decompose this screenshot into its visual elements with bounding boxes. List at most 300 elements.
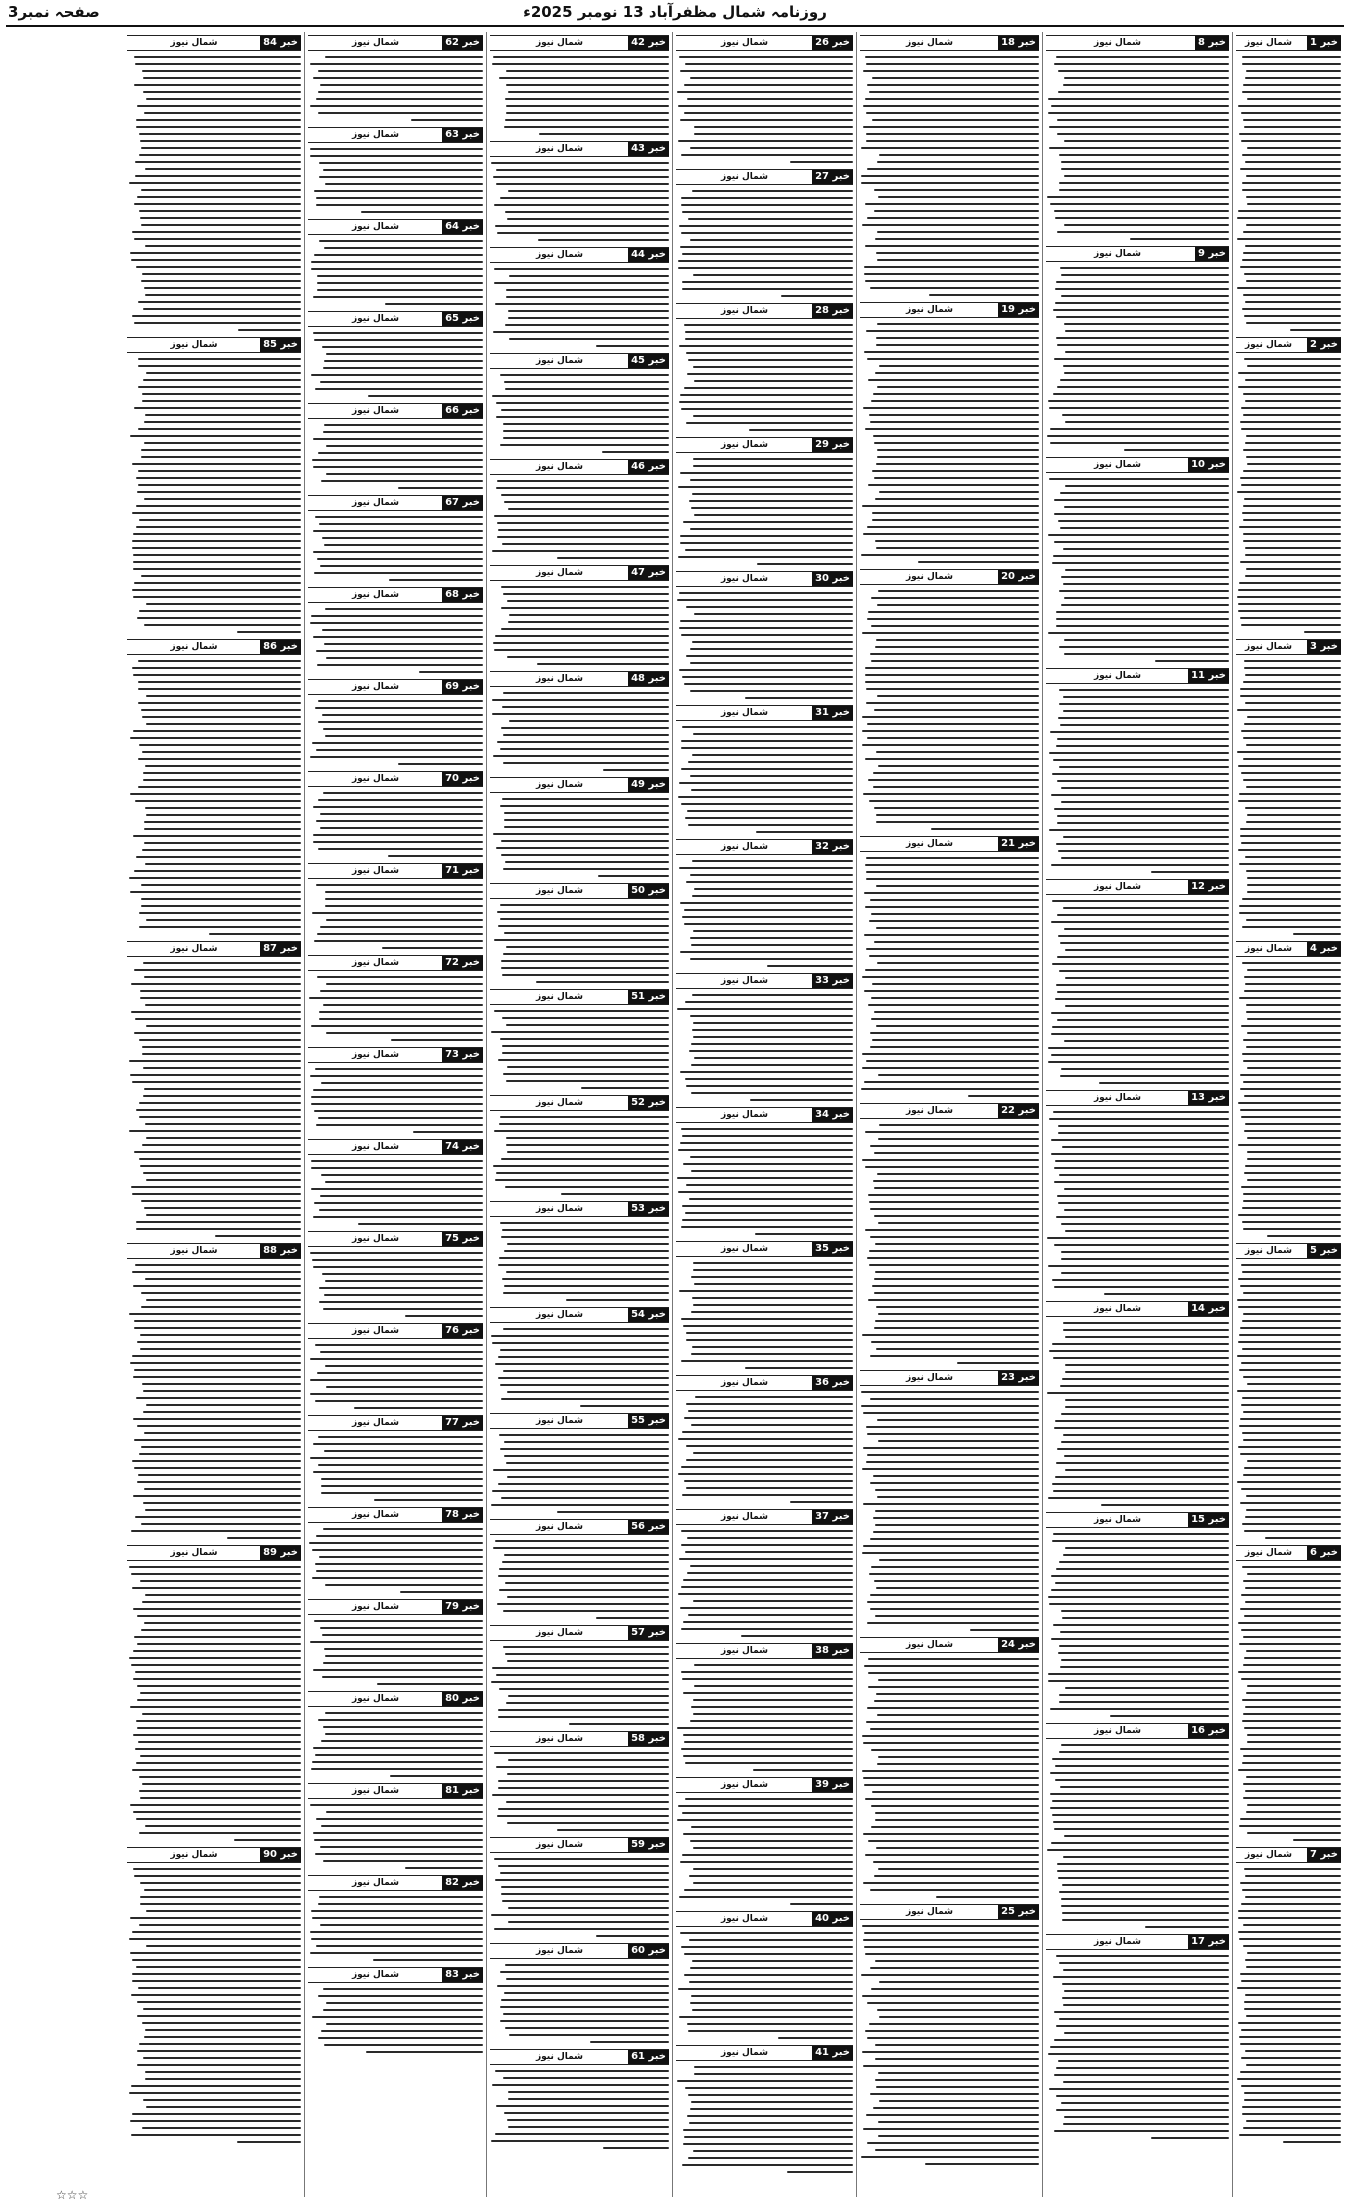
text-line (507, 1151, 669, 1153)
text-line (1246, 786, 1341, 788)
text-line (679, 1558, 853, 1560)
text-line (1058, 850, 1229, 852)
text-line (681, 1226, 853, 1228)
news-item-number: خبر 49 (628, 778, 669, 792)
text-line (1244, 976, 1341, 978)
news-item (308, 403, 483, 492)
text-line (872, 1285, 1039, 1287)
text-line (1059, 1174, 1229, 1176)
text-line (491, 1335, 669, 1337)
text-line (500, 1222, 669, 1224)
text-line (778, 2037, 853, 2039)
text-line (492, 395, 669, 397)
text-line (861, 1974, 1039, 1976)
text-line (139, 210, 301, 212)
text-line (870, 1032, 1039, 1034)
text-line (144, 1889, 301, 1891)
text-line (500, 1349, 669, 1351)
text-line (507, 1391, 669, 1393)
text-line (323, 1988, 483, 1990)
news-item-header (490, 459, 669, 475)
text-line (1242, 898, 1341, 900)
news-item-number: خبر 62 (442, 36, 483, 50)
news-item-body (490, 2068, 669, 2152)
text-line (1243, 1924, 1341, 1926)
text-line (867, 1601, 1039, 1603)
text-line (314, 1620, 483, 1622)
text-line (1241, 428, 1341, 430)
text-line (679, 225, 853, 227)
news-item-body (1046, 898, 1229, 1087)
text-line (1054, 808, 1229, 810)
text-line (508, 1695, 669, 1697)
text-line (1242, 1889, 1341, 1891)
text-line (868, 1658, 1039, 1660)
text-line (863, 70, 1039, 72)
text-line (134, 1151, 301, 1153)
news-item-header (490, 1837, 669, 1853)
text-line (311, 374, 483, 376)
news-item (490, 1201, 669, 1304)
text-line (502, 974, 669, 976)
text-line (136, 505, 301, 507)
text-line (503, 1328, 669, 1330)
text-line (313, 1669, 483, 1671)
news-item-header (1046, 1723, 1229, 1739)
news-item-body (308, 1250, 483, 1320)
news-item-body (860, 855, 1039, 1100)
news-item-number: خبر 51 (628, 990, 669, 1004)
text-line (680, 620, 853, 622)
text-line (1240, 695, 1341, 697)
text-line (677, 599, 853, 601)
text-line (1243, 393, 1341, 395)
news-item-header (676, 1241, 853, 1257)
text-line (132, 2113, 301, 2115)
text-line (749, 429, 853, 431)
text-line (495, 635, 669, 637)
news-item-body (127, 658, 301, 938)
text-line (861, 2156, 1039, 2158)
news-item-header (308, 1047, 483, 1063)
text-line (391, 1039, 483, 1041)
text-line (1243, 681, 1341, 683)
text-line (1051, 1033, 1229, 1035)
news-item (676, 169, 853, 300)
news-item-source: شمال نیوز (905, 1373, 954, 1383)
text-line (132, 463, 301, 465)
text-line (1246, 919, 1341, 921)
text-line (1241, 1116, 1341, 1118)
text-line (494, 1928, 669, 1930)
text-line (931, 828, 1039, 830)
news-item-number: خبر 18 (998, 36, 1039, 50)
text-line (678, 1191, 853, 1193)
text-line (1145, 1926, 1229, 1928)
text-line (1064, 224, 1229, 226)
news-item-source: شمال نیوز (351, 590, 400, 600)
news-item-source: شمال نیوز (1244, 1246, 1293, 1256)
text-line (1244, 1530, 1341, 1532)
news-item (1046, 1090, 1229, 1298)
text-line (319, 1011, 483, 1013)
text-line (1238, 1144, 1341, 1146)
text-line (130, 891, 301, 893)
news-item-number: خبر 47 (628, 566, 669, 580)
text-line (875, 372, 1039, 374)
text-line (1244, 990, 1341, 992)
news-item-number: خبر 34 (812, 1108, 853, 1122)
text-line (680, 1142, 853, 1144)
text-line (691, 1064, 853, 1066)
text-line (136, 477, 301, 479)
news-item-body (860, 1923, 1039, 2168)
text-line (143, 2057, 301, 2059)
text-line (689, 2122, 853, 2124)
text-line (1058, 1652, 1229, 1654)
text-line (1061, 1251, 1229, 1253)
news-item (308, 1599, 483, 1688)
news-item-number: خبر 80 (442, 1692, 483, 1706)
text-line (133, 1376, 301, 1378)
text-line (133, 596, 301, 598)
text-line (315, 1344, 483, 1346)
news-item-source: شمال نیوز (351, 1510, 400, 1520)
news-item-number: خبر 21 (998, 837, 1039, 851)
news-item (127, 639, 301, 938)
masthead-title: روزنامہ شمال مظفرآباد 13 نومبر 2025ء (523, 3, 827, 21)
text-line (680, 902, 853, 904)
text-line (1243, 470, 1341, 472)
news-item (490, 671, 669, 774)
text-line (1047, 1237, 1229, 1239)
text-line (876, 885, 1039, 887)
text-line (1238, 1102, 1341, 1104)
text-line (131, 1664, 301, 1666)
text-line (145, 1123, 301, 1125)
text-line (311, 615, 483, 617)
text-line (398, 487, 483, 489)
text-line (135, 175, 301, 177)
text-line (690, 874, 853, 876)
text-line (1245, 554, 1341, 556)
text-line (929, 294, 1039, 296)
text-line (1237, 217, 1341, 219)
text-line (1058, 1125, 1229, 1127)
text-line (1238, 800, 1341, 802)
news-item-number: خبر 72 (442, 956, 483, 970)
news-item-source: شمال نیوز (170, 944, 218, 954)
text-line (693, 1699, 853, 1701)
text-line (694, 1283, 853, 1285)
text-line (1242, 926, 1341, 928)
text-line (497, 911, 669, 913)
text-line (505, 1186, 669, 1188)
text-line (500, 2006, 669, 2008)
news-item (490, 1731, 669, 1834)
text-line (133, 674, 301, 676)
text-line (862, 505, 1039, 507)
text-line (142, 2127, 301, 2129)
news-item-number: خبر 16 (1188, 1724, 1229, 1738)
text-line (691, 1995, 853, 1997)
news-item-body (1046, 687, 1229, 876)
text-line (143, 962, 301, 964)
text-line (1240, 835, 1341, 837)
text-line (874, 1875, 1039, 1877)
text-line (1061, 1905, 1229, 1907)
text-line (1241, 624, 1341, 626)
text-line (146, 814, 301, 816)
news-item-header (676, 35, 853, 51)
text-line (1247, 463, 1341, 465)
text-line (317, 664, 483, 666)
text-line (137, 105, 301, 107)
text-line (1243, 449, 1341, 451)
text-line (325, 1584, 483, 1586)
text-line (140, 990, 301, 992)
text-line (1063, 1329, 1229, 1331)
news-item-body (490, 902, 669, 986)
news-item-body (676, 724, 853, 836)
text-line (313, 77, 483, 79)
text-line (1049, 478, 1229, 480)
text-line (1242, 308, 1341, 310)
text-line (690, 77, 853, 79)
news-item-source: شمال نیوز (720, 306, 769, 316)
text-line (1243, 252, 1341, 254)
news-item (676, 2045, 853, 2176)
text-line (325, 1365, 483, 1367)
text-line (321, 1485, 483, 1487)
text-line (495, 1879, 669, 1881)
text-line (136, 856, 301, 858)
text-line (1060, 1385, 1229, 1387)
news-item-header (127, 941, 301, 957)
text-line (1065, 1371, 1229, 1373)
text-line (875, 1960, 1039, 1962)
news-item-source: شمال نیوز (535, 2052, 584, 2062)
text-line (679, 627, 853, 629)
news-item-number: خبر 29 (812, 438, 853, 452)
text-line (132, 1355, 301, 1357)
text-line (877, 1419, 1039, 1421)
news-item-header (308, 1691, 483, 1707)
text-line (313, 1471, 483, 1473)
text-line (1245, 1959, 1341, 1961)
text-line (682, 1854, 853, 1856)
text-line (146, 1910, 301, 1912)
text-line (139, 1039, 301, 1041)
text-line (324, 424, 483, 426)
text-line (689, 1198, 853, 1200)
text-line (879, 2016, 1039, 2018)
text-line (315, 1853, 483, 1855)
text-line (870, 1046, 1039, 1048)
news-item-source: شمال نیوز (170, 1850, 218, 1860)
news-item-header (676, 1643, 853, 1659)
text-line (314, 190, 483, 192)
text-line (1054, 2039, 1229, 2041)
news-item-header (490, 1201, 669, 1217)
news-item-number: خبر 59 (628, 1838, 669, 1852)
text-line (863, 2128, 1039, 2130)
news-item (490, 247, 669, 350)
news-item-body (676, 858, 853, 970)
text-line (1293, 1839, 1341, 1841)
text-line (143, 772, 301, 774)
text-line (492, 63, 669, 65)
text-line (681, 634, 853, 636)
text-line (324, 544, 483, 546)
text-line (133, 730, 301, 732)
text-line (499, 1434, 669, 1436)
text-line (692, 1029, 853, 1031)
text-line (1054, 358, 1229, 360)
text-line (138, 1474, 301, 1476)
text-line (317, 289, 483, 291)
text-line (693, 1847, 853, 1849)
text-line (688, 1410, 853, 1412)
text-line (1056, 2067, 1229, 2069)
text-line (1245, 856, 1341, 858)
text-line (688, 359, 853, 361)
text-line (142, 716, 301, 718)
text-line (690, 937, 853, 939)
text-line (323, 1004, 483, 1006)
text-line (313, 1443, 483, 1445)
text-line (691, 1826, 853, 1828)
text-line (1240, 1608, 1341, 1610)
text-line (310, 1379, 483, 1381)
news-item-number: خبر 69 (442, 680, 483, 694)
news-item-body (860, 1656, 1039, 1901)
text-line (138, 365, 301, 367)
news-item-source: شمال نیوز (905, 1640, 954, 1650)
text-line (879, 365, 1039, 367)
text-line (137, 2015, 301, 2017)
text-line (682, 281, 853, 283)
text-line (1051, 1153, 1229, 1155)
news-item-number: خبر 30 (812, 572, 853, 586)
text-line (685, 331, 853, 333)
news-item-body (676, 1260, 853, 1372)
text-line (866, 948, 1039, 950)
text-line (1062, 1884, 1229, 1886)
news-item-number: خبر 58 (628, 1732, 669, 1746)
text-line (1101, 1504, 1229, 1506)
text-line (745, 1367, 853, 1369)
news-item-body (860, 1389, 1039, 1634)
text-line (1240, 2071, 1341, 2073)
text-line (1049, 829, 1229, 831)
text-line (1056, 2095, 1229, 2097)
news-item-source: شمال نیوز (1244, 944, 1293, 954)
text-line (688, 824, 853, 826)
text-line (134, 1875, 301, 1877)
text-line (311, 261, 483, 263)
text-line (1240, 1109, 1341, 1111)
text-line (311, 1160, 483, 1162)
text-line (140, 1882, 301, 1884)
news-item (490, 883, 669, 986)
text-line (312, 742, 483, 744)
news-item-source: شمال نیوز (170, 340, 218, 350)
text-line (685, 63, 853, 65)
news-item-body (676, 1796, 853, 1908)
text-line (322, 1676, 483, 1678)
news-item-source: شمال نیوز (720, 1780, 769, 1790)
text-line (1054, 1828, 1229, 1830)
text-line (132, 589, 301, 591)
news-item-header (308, 495, 483, 511)
text-line (498, 1059, 669, 1061)
news-item-header (127, 1243, 301, 1259)
text-line (1238, 1214, 1341, 1216)
text-line (875, 540, 1039, 542)
text-line (685, 1078, 853, 1080)
text-line (131, 2134, 301, 2136)
text-line (507, 1243, 669, 1245)
text-line (134, 1439, 301, 1441)
text-line (1064, 2032, 1229, 2034)
text-line (492, 1490, 669, 1492)
text-line (1242, 1053, 1341, 1055)
text-line (870, 1145, 1039, 1147)
text-line (1052, 1343, 1229, 1345)
news-item-body (308, 54, 483, 124)
text-line (1239, 1369, 1341, 1371)
text-line (133, 1650, 301, 1652)
text-line (877, 456, 1039, 458)
news-item-body (490, 266, 669, 350)
text-line (142, 1783, 301, 1785)
news-item-source: شمال نیوز (351, 1418, 400, 1428)
news-item-body (308, 1802, 483, 1872)
news-item-source: شمال نیوز (535, 1416, 584, 1426)
text-line (506, 1144, 669, 1146)
text-line (693, 1022, 853, 1024)
text-line (865, 969, 1039, 971)
text-line (581, 1087, 669, 1089)
text-line (491, 1914, 669, 1916)
text-line (500, 904, 669, 906)
text-line (1245, 2050, 1341, 2052)
text-line (1060, 1786, 1229, 1788)
text-line (1057, 1863, 1229, 1865)
news-item-header (860, 1103, 1039, 1119)
text-line (322, 714, 483, 716)
news-item-source: شمال نیوز (720, 1914, 769, 1924)
text-line (687, 1537, 853, 1539)
text-line (680, 246, 853, 248)
text-line (494, 1130, 669, 1132)
text-line (878, 1138, 1039, 1140)
text-line (129, 182, 301, 184)
news-item (676, 1509, 853, 1640)
news-item (860, 1103, 1039, 1367)
text-line (691, 1092, 853, 1094)
text-line (872, 983, 1039, 985)
text-line (1244, 1467, 1341, 1469)
news-item-number: خبر 37 (812, 1510, 853, 1524)
text-line (500, 1384, 669, 1386)
text-line (864, 1784, 1039, 1786)
text-line (1247, 969, 1341, 971)
text-line (1059, 182, 1229, 184)
text-line (132, 1081, 301, 1083)
text-line (693, 930, 853, 932)
